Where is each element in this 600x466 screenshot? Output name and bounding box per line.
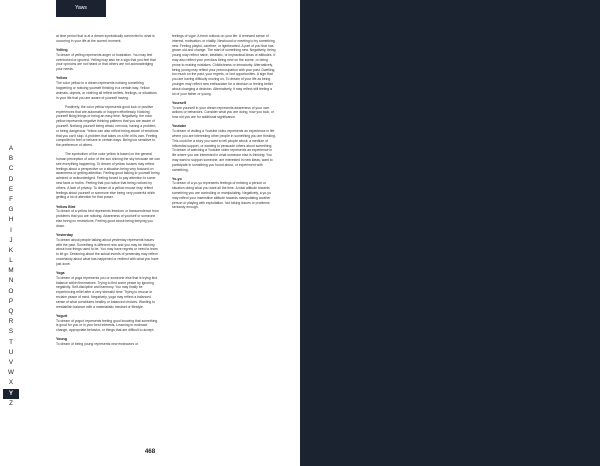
index-letter-z[interactable]: Z xyxy=(9,399,13,407)
index-letter-c[interactable]: C xyxy=(8,165,14,173)
index-letter-l[interactable]: L xyxy=(9,257,13,265)
entry-heading: Yo-yo xyxy=(172,176,182,181)
entry-paragraph: The color yellow in a dream represents noticing something happening or noticing yourself thinking in a certain way. Yellow animals, objects, or clothing all reflect beliefs, feelings, or situations in your life that you are aware of yourself having. xyxy=(56,81,157,100)
index-letter-e[interactable]: E xyxy=(8,185,14,193)
entry-heading: Yogurt xyxy=(56,313,68,318)
entry-heading: Yellow Bird xyxy=(56,204,76,209)
index-letter-k[interactable]: K xyxy=(8,246,14,254)
entry-paragraph: To dream of yoga represents you or someone else that is trying find balance within themselves. Trying to find some peace by ignoring negativity. Self-discipline and harmony. You may finally be experiencing relief after a very stressful time. Trying to rescue or reclaim peace of mind. Negatively, yoga may reflect a balanced sense of what constitutes healthy or balanced choices. Wanting to reestablish balance with a materialistic mindset or lifestyle. xyxy=(56,275,158,309)
index-letter-y[interactable]: Y xyxy=(3,389,19,399)
entry-heading: Yelling xyxy=(56,47,68,52)
right-text-column xyxy=(172,34,276,215)
entry-paragraph: The symbolism of the color yellow is based on the general human perception of color of the sun shining the sky because we can see everything happening. To dream of yellow houses may reflect feelings about a perspective on a situation being very focused on awareness or getting attention. Feeling good talking to yourself being admired or acknowledged. Feeling forced to pay attention to some new facts or truths. Feeling that you notice that being noticed by others. A lack of privacy. To dream of a yellow mouse may reflect feelings about yourself or someone else being very powerful while getting a lot of attention for that power. xyxy=(56,152,160,200)
header-tab: Yaws xyxy=(56,0,106,17)
index-letter-g[interactable]: G xyxy=(8,206,14,214)
index-letter-h[interactable]: H xyxy=(8,216,14,224)
index-letter-u[interactable]: U xyxy=(8,348,14,356)
entry-heading: Yellow xyxy=(56,76,68,81)
entry-heading: Yourself xyxy=(172,100,187,105)
entry-paragraph: feelings of vigor. A fresh outlook on your life. A renewed sense of interest, motivation, or vitality. Newfound or meeting to try something new. Feeling playful, carefree, or lighthearted. A part of you that has grown old and change. The start of something new. Negatively, being young may reflect naive, idealistic, or impractical ideas or attitudes. It may also reflect your previous being new on the scene, or being prone to making mistakes. Childishness or immaturity. Alternatively, being young may reflect your preoccupation with your past. Dwelling too much on the past, your regrets, or lost opportunities. A sign that you are having difficulty moving on. To dream of your life as being younger may reflect new enthusiasm for a decision or feeling better about changing a decision. Alternatively, it may reflect still feeling a lot of your father or young. xyxy=(172,34,276,96)
page-number: 468 xyxy=(144,448,156,455)
alphabet-index xyxy=(3,144,19,409)
index-letter-p[interactable]: P xyxy=(8,297,14,305)
entry-paragraph: To dream of being young represents new endeavors or xyxy=(56,342,139,347)
entry-paragraph: Positively, the color yellow represents good luck or positive experiences that are automatic or happen effortlessly. Noticing yourself liking things or being an easy time. Negatively, the color yellow represents negative thinking patterns that you are aware of yourself. Noticing yourself being afraid, nervous, having a problem, or being dangerous. Yellow can also reflect being aware of emotions that you can't stop. A problem that takes on a life of its own. Feeling compelled to feel or behave in certain ways. Being too sensitive to the preference of others. xyxy=(56,104,159,148)
index-letter-v[interactable]: V xyxy=(8,358,14,366)
entry-paragraph: To dream of a yo-yo represents feelings of enticing a person or situation doing what you want all the time. A total attitude towards something you are controlling or manipulating. Negatively, a yo-yo may reflect your insensitive attitude towards manipulating another person or playing with exploitation. Not taking issues or problems seriously enough. xyxy=(172,181,271,210)
index-letter-n[interactable]: N xyxy=(8,277,14,285)
entry-heading: Yesterday xyxy=(56,233,73,238)
index-letter-i[interactable]: I xyxy=(10,226,12,234)
index-letter-b[interactable]: B xyxy=(8,155,14,163)
index-letter-o[interactable]: O xyxy=(8,287,14,295)
entry-heading: Yoga xyxy=(56,271,65,275)
entry-paragraph: To dream of yogurt represents feeling good knowing that something is good for you or in your best interests. Learning to embrace change, appropriate behavior, or things that are difficult to accept. xyxy=(56,318,158,333)
entry-paragraph: To see yourself in your dream represents awareness of your own actions or behaviors. Consider what you are doing, how you look, or how old you are for additional significance. xyxy=(172,105,274,120)
entry-heading: Young xyxy=(56,337,67,342)
entry-heading: Youtube xyxy=(172,124,187,129)
dark-background-panel xyxy=(300,0,600,466)
index-letter-q[interactable]: Q xyxy=(8,308,14,315)
index-letter-x[interactable]: X xyxy=(8,379,14,387)
entry-paragraph: at time period that is at a dream symbolically connected to what is occurring in your life at the current moment. xyxy=(56,34,155,43)
entry-paragraph: To dream of a yellow bird represents freedom or transcendence from problems that you are noticing. Awareness of yourself or someone else being no restrictions. Feeling good about being keeping you down. xyxy=(56,209,159,228)
index-letter-f[interactable]: F xyxy=(9,195,13,203)
index-letter-d[interactable]: D xyxy=(8,175,14,183)
index-letter-a[interactable]: A xyxy=(8,145,14,152)
index-letter-w[interactable]: W xyxy=(8,369,14,377)
entry-paragraph: To dream about people talking about yesterday represents issues with the past. Something is different now and you may be thinking about how things used to be. You may have regrets or need to learn to let go. Dreaming about the actual events of yesterday may reflect uncertainty about what has happened or redirect with what you have just done. xyxy=(56,237,159,266)
index-letter-r[interactable]: R xyxy=(8,318,14,326)
left-text-column xyxy=(56,34,160,351)
index-letter-j[interactable]: J xyxy=(9,236,13,244)
index-letter-m[interactable]: M xyxy=(8,267,14,275)
index-letter-s[interactable]: S xyxy=(8,328,14,336)
entry-paragraph: To dream of yelling represents anger or frustration. You may feel overlooked or ignored. Yelling may also be a sign that you feel that your opinions are not heard or that others are not acknowledging your needs. xyxy=(56,52,156,72)
index-letter-t[interactable]: T xyxy=(9,338,13,346)
entry-paragraph: To dream of visiting a Youtube video represents an experience in life where you are interesting other people in something you are thinking. This could be a story you want to tell people about, a medium of influential support, or wanting to persuade others about something. To dream of watching a Youtube video represents an experience in life where you are interested in what someone else is thinking. You may want to support someone, are interested in new ideas, want to participate in something you found about, or experiment with something. xyxy=(172,129,276,172)
